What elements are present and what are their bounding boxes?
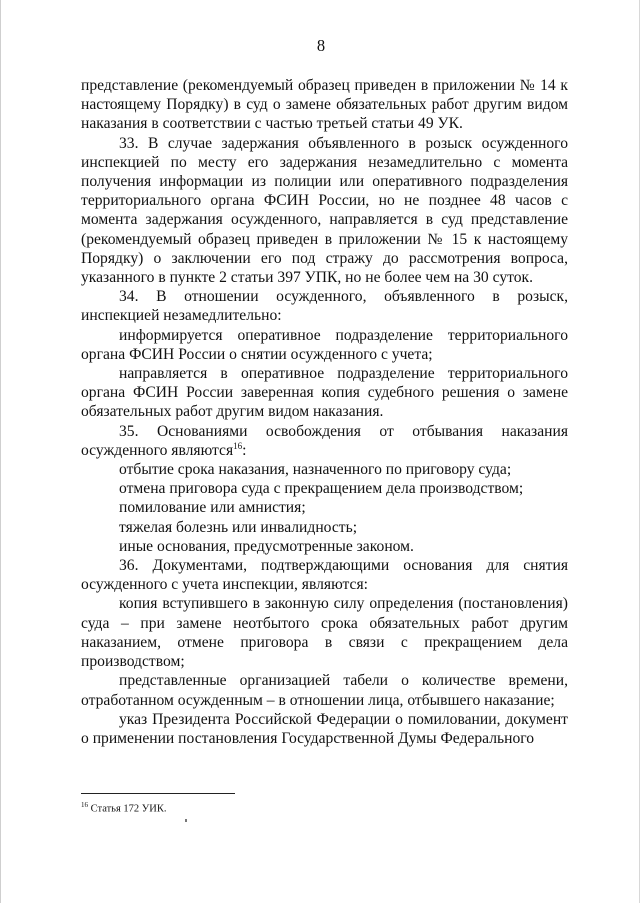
footnote-16 [81, 799, 166, 816]
list-item-36-2: представленные организацией табели о количестве времени, отработанном осужденным – в отношении лица, отбывшего наказание; [81, 672, 568, 709]
footnote-text: Статья 172 УИК. [88, 803, 167, 815]
scan-speck [185, 819, 187, 822]
list-item-36-3: указ Президента Российской Федерации о помиловании, документ о применении постановления Государственной Думы Федерального [81, 710, 568, 747]
list-item-35-1: отбытие срока наказания, назначенного по приговору суда; [119, 461, 512, 479]
list-item-35-2: отмена приговора суда с прекращением дела производством; [119, 480, 524, 498]
list-item-34-1: информируется оперативное подразделение территориального органа ФСИН России о снятии осужденного с учета; [81, 326, 568, 363]
list-item-35-3: помилование или амнистия; [119, 499, 306, 517]
paragraph-35 [81, 422, 568, 460]
list-item-36-1: копия вступившего в законную силу определения (постановления) суда – при замене неотбытого срока обязательных работ другим наказанием, отмене приговора в связи с прекращением дела производством; [81, 595, 568, 671]
list-item-35-5: иные основания, предусмотренные законом. [119, 537, 414, 555]
paragraph-33: 33. В случае задержания объявленного в розыск осужденного инспекцией по месту его задержания незамедлительно с момента получения информации из полиции или оперативного подразделения территориального органа ФСИН России, но не позднее 48 часов с момента задержания осужденного, направляется в суд представление (рекомендуемый образец приведен в приложении № 15 к настоящему Порядку) о заключении его под стражу до рассмотрения вопроса, указанного в пункте 2 статьи 397 УПК, но не более чем на 30 суток. [81, 134, 568, 287]
footnote-divider [81, 793, 235, 794]
document-body [81, 76, 568, 748]
paragraph-35-colon: : [242, 441, 247, 459]
list-item-34-2: направляется в оперативное подразделение территориального органа ФСИН России заверенная копия судебного решения о замене обязательных работ другим видом наказания. [81, 365, 568, 421]
footnote-ref-16[interactable]: 16 [233, 440, 243, 451]
paragraph-continuation: представление (рекомендуемый образец приведен в приложении № 14 к настоящему Порядку) в суд о замене обязательных работ другим видом наказания в соответствии с частью третьей статьи 49 УК. [81, 77, 568, 133]
list-item-35-4: тяжелая болезнь или инвалидность; [119, 518, 358, 536]
footnote-number: 16 [81, 801, 88, 809]
paragraph-34: 34. В отношении осужденного, объявленного в розыск, инспекцией незамедлительно: [81, 288, 568, 325]
paragraph-36: 36. Документами, подтверждающими основания для снятия осужденного с учета инспекции, являются: [81, 557, 568, 594]
page-number: 8 [316, 36, 326, 55]
paragraph-35-text: 35. Основаниями освобождения от отбывания наказания осужденного являются [81, 422, 568, 459]
